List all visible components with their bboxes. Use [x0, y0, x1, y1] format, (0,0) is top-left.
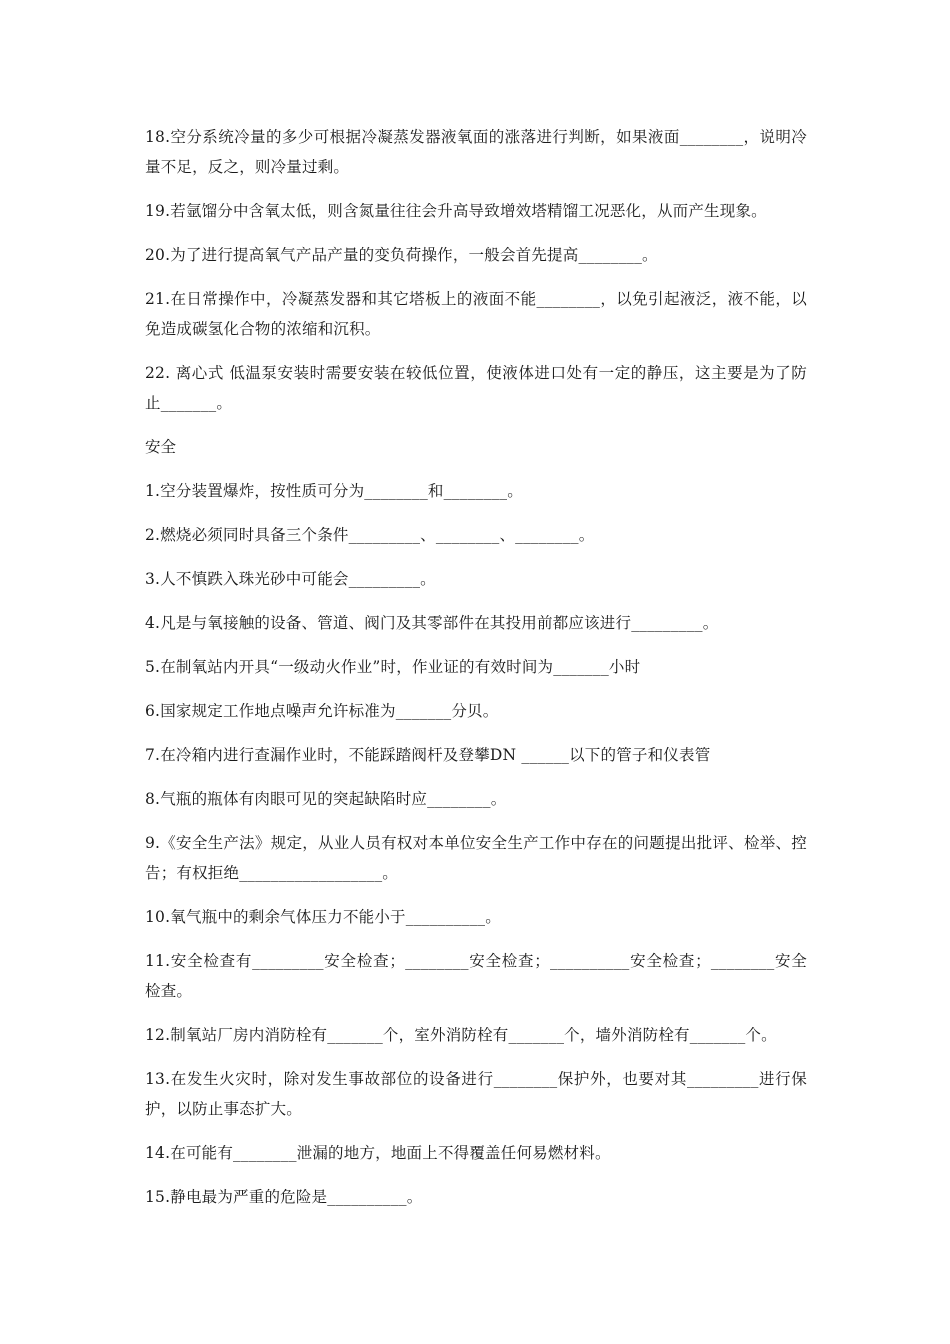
- question-19: 19.若氩馏分中含氧太低，则含氮量往往会升高导致增效塔精馏工况恶化，从而产生现象。: [145, 202, 767, 220]
- question-22: 22. 离心式 低温泵安装时需要安装在较低位置，使液体进口处有一定的静压，这主要是为了防止_______。: [145, 364, 807, 412]
- safety-question-3: 3.人不慎跌入珠光砂中可能会_________。: [145, 570, 436, 588]
- safety-question-1: 1.空分装置爆炸，按性质可分为________和________。: [145, 482, 523, 500]
- question-21: 21.在日常操作中，冷凝蒸发器和其它塔板上的液面不能________，以免引起液泛，液不能，以免造成碳氢化合物的浓缩和沉积。: [145, 290, 807, 338]
- safety-question-8: 8.气瓶的瓶体有肉眼可见的突起缺陷时应________。: [145, 790, 507, 808]
- safety-question-6: 6.国家规定工作地点噪声允许标准为_______分贝。: [145, 702, 499, 720]
- safety-question-15: 15.静电最为严重的危险是__________。: [145, 1188, 423, 1206]
- question-20: 20.为了进行提高氧气产品产量的变负荷操作，一般会首先提高________。: [145, 246, 658, 264]
- safety-question-4: 4.凡是与氧接触的设备、管道、阀门及其零部件在其投用前都应该进行_________。: [145, 614, 719, 632]
- safety-question-13: 13.在发生火灾时，除对发生事故部位的设备进行________保护外，也要对其_________进行保护，以防止事态扩大。: [145, 1070, 807, 1118]
- section-title-safety: 安全: [145, 438, 177, 456]
- document-page: [145, 122, 807, 1226]
- safety-question-2: 2.燃烧必须同时具备三个条件_________、________、________。: [145, 526, 595, 544]
- safety-question-12: 12.制氧站厂房内消防栓有_______个，室外消防栓有_______个，墙外消防栓有_______个。: [145, 1026, 777, 1044]
- safety-question-5: 5.在制氧站内开具“一级动火作业”时，作业证的有效时间为_______小时: [145, 658, 641, 676]
- safety-question-14: 14.在可能有________泄漏的地方，地面上不得覆盖任何易燃材料。: [145, 1144, 611, 1162]
- safety-question-9: 9.《安全生产法》规定，从业人员有权对本单位安全生产工作中存在的问题提出批评、检举、控告；有权拒绝__________________。: [145, 834, 807, 882]
- safety-question-10: 10.氧气瓶中的剩余气体压力不能小于__________。: [145, 908, 501, 926]
- safety-question-11: 11.安全检查有_________安全检查；________安全检查；__________安全检查；________安全检查。: [145, 952, 807, 1000]
- question-18: 18.空分系统冷量的多少可根据冷凝蒸发器液氧面的涨落进行判断，如果液面________，说明冷量不足，反之，则冷量过剩。: [145, 128, 807, 176]
- safety-question-7: 7.在冷箱内进行查漏作业时，不能踩踏阀杆及登攀DN ______以下的管子和仪表管: [145, 746, 711, 764]
